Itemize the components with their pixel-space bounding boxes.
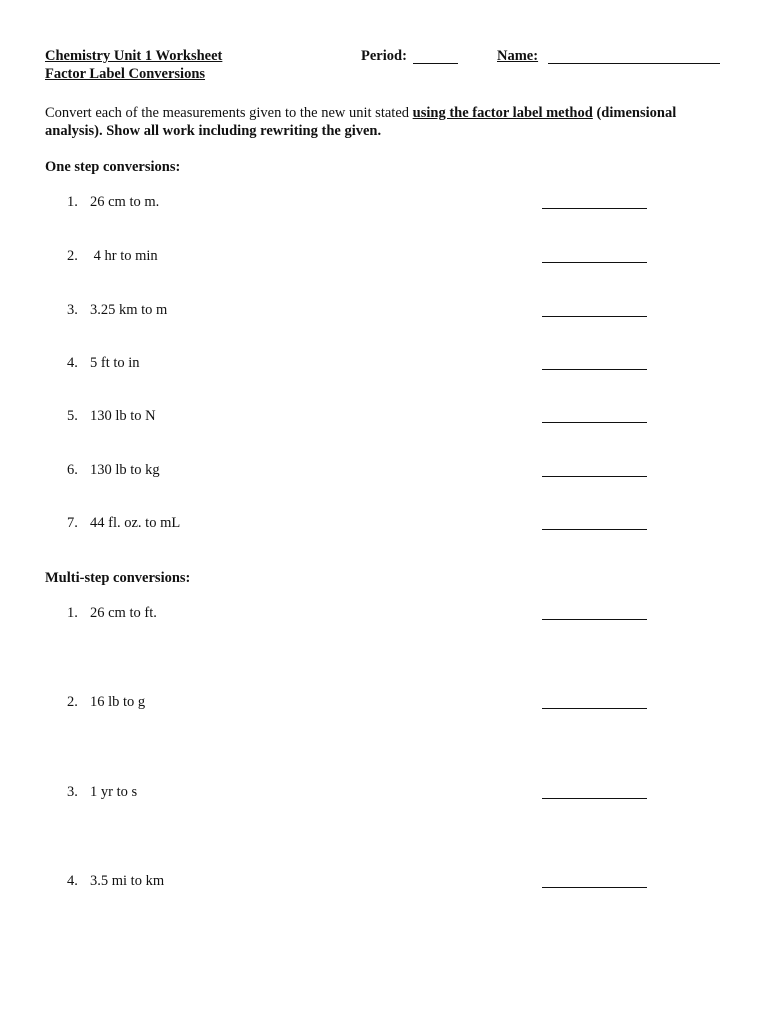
question-text: 44 fl. oz. to mL — [90, 515, 181, 531]
question-number: 4. — [67, 355, 78, 371]
instructions-emphasis: using the factor label method — [412, 105, 593, 121]
question-number: 4. — [67, 873, 78, 889]
answer-blank[interactable] — [542, 708, 647, 709]
instructions-part1: Convert each of the measurements given to the new unit stated — [45, 105, 413, 121]
question-number: 1. — [67, 605, 78, 621]
question-text: 26 cm to m. — [90, 194, 160, 210]
answer-blank[interactable] — [542, 208, 647, 209]
question-text: 130 lb to N — [90, 408, 156, 424]
instructions-part2: (dimensional analysis). Show all work including rewriting the given. — [45, 105, 677, 139]
question-number: 2. — [67, 694, 78, 710]
answer-blank[interactable] — [542, 316, 647, 317]
question-number: 6. — [67, 462, 78, 478]
question-number: 5. — [67, 408, 78, 424]
period-blank[interactable] — [413, 63, 458, 64]
one-step-heading: One step conversions: — [45, 159, 181, 175]
answer-blank[interactable] — [542, 369, 647, 370]
question-text: 26 cm to ft. — [90, 605, 157, 621]
name-label: Name: — [497, 48, 539, 64]
question-text: 3.5 mi to km — [90, 873, 165, 889]
question-text: 3.25 km to m — [90, 302, 168, 318]
answer-blank[interactable] — [542, 529, 647, 530]
question-number: 1. — [67, 194, 78, 210]
answer-blank[interactable] — [542, 619, 647, 620]
question-number: 7. — [67, 515, 78, 531]
answer-blank[interactable] — [542, 262, 647, 263]
instructions — [45, 104, 725, 140]
question-text: 4 hr to min — [90, 248, 158, 264]
answer-blank[interactable] — [542, 798, 647, 799]
answer-blank[interactable] — [542, 887, 647, 888]
worksheet-title: Chemistry Unit 1 Worksheet — [45, 48, 223, 64]
question-text: 5 ft to in — [90, 355, 140, 371]
question-number: 3. — [67, 302, 78, 318]
answer-blank[interactable] — [542, 476, 647, 477]
period-label: Period: — [361, 48, 407, 64]
multi-step-heading: Multi-step conversions: — [45, 570, 191, 586]
question-text: 130 lb to kg — [90, 462, 160, 478]
answer-blank[interactable] — [542, 422, 647, 423]
worksheet-subtitle: Factor Label Conversions — [45, 66, 206, 82]
question-number: 3. — [67, 784, 78, 800]
question-number: 2. — [67, 248, 78, 264]
question-text: 1 yr to s — [90, 784, 138, 800]
question-text: 16 lb to g — [90, 694, 146, 710]
name-blank[interactable] — [548, 63, 720, 64]
